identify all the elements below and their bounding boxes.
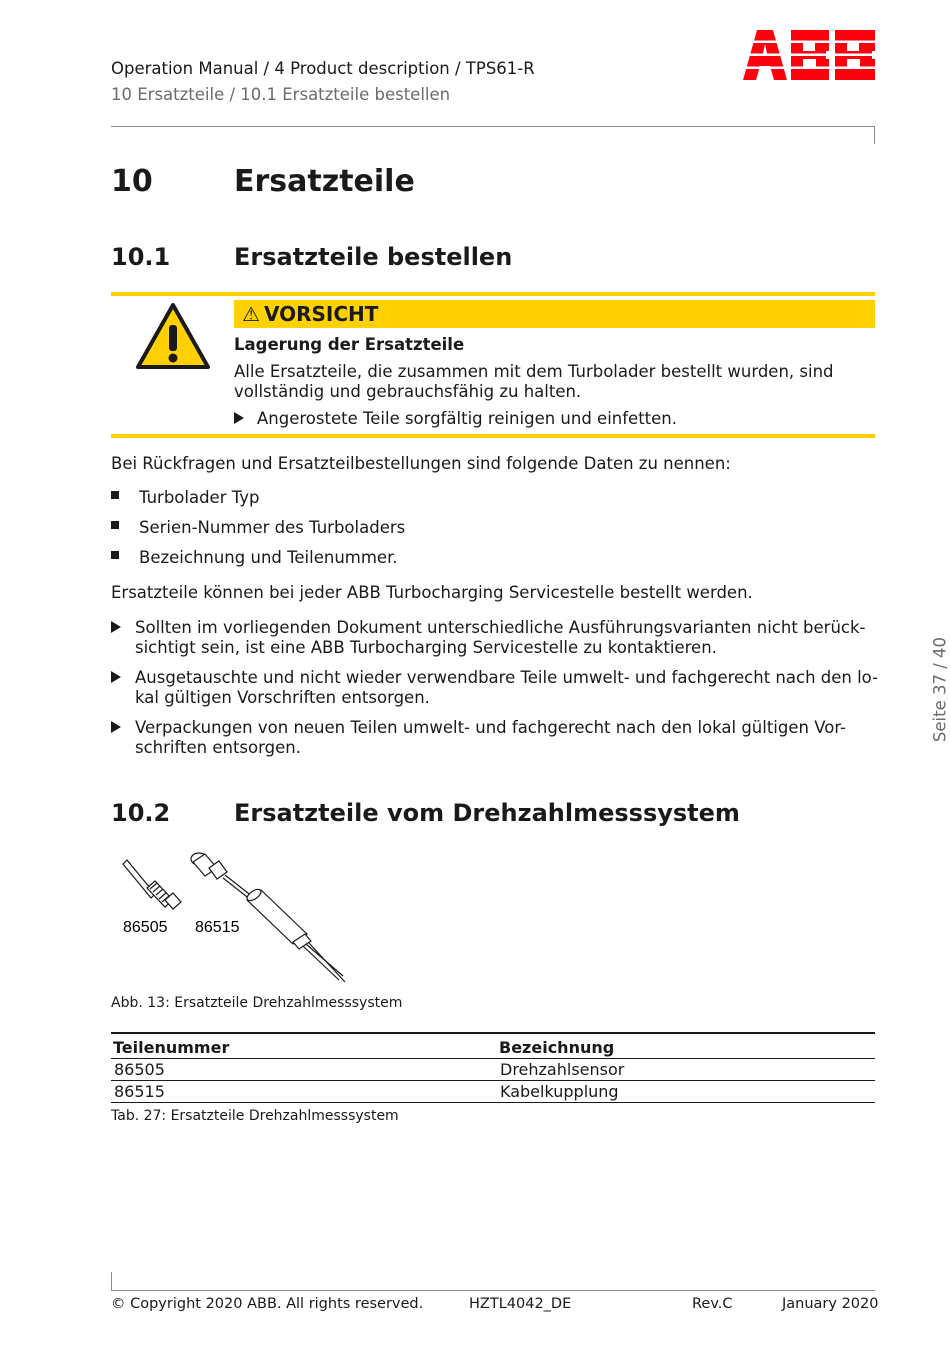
bullet-item: Turbolader Typ [139,488,260,507]
step-line: Verpackungen von neuen Teilen umwelt- und fachgerecht nach den lokal gültigen Vor- [135,718,847,737]
caution-heading: Lagerung der Ersatzteile [234,335,465,354]
footer-divider-tick [111,1272,112,1290]
step-line: Ausgetauschte und nicht wieder verwendbare Teile umwelt- und fachgerecht nach den lo- [135,668,879,687]
bullet-square-icon [111,521,119,529]
intro-paragraph: Bei Rückfragen und Ersatzteilbestellungen sind folgende Daten zu nennen: [111,454,731,473]
caution-top-bar [111,292,875,296]
bullet-item: Serien-Nummer des Turboladers [139,518,406,537]
subsection-number: 10.1 [111,243,171,271]
subsection-title: Ersatzteile bestellen [234,243,513,271]
warning-triangle-icon [136,303,210,369]
spare-parts-figure [111,848,351,988]
caution-bottom-bar [111,434,875,438]
subsection-title: Ersatzteile vom Drehzahlmesssystem [234,799,740,827]
header-divider-tick [874,126,875,144]
table-cell: Kabelkupplung [497,1081,875,1103]
footer-revision: Rev.C [692,1296,733,1312]
table-cell: 86515 [111,1081,497,1103]
figure-caption: Abb. 13: Ersatzteile Drehzahlmesssystem [111,995,403,1011]
table-caption: Tab. 27: Ersatzteile Drehzahlmesssystem [111,1108,399,1124]
table-row [111,1059,875,1081]
action-arrow-icon [111,721,121,733]
step-line: kal gültigen Vorschriften entsorgen. [135,688,430,707]
table-cell: 86505 [111,1059,497,1081]
page-indicator: Seite 37 / 40 [930,636,950,743]
action-arrow-icon [111,621,121,633]
speed-sensor-drawing [123,860,181,909]
step-line: sichtigt sein, ist eine ABB Turbocharging Servicestelle zu kontaktieren. [135,638,717,657]
footer-divider [111,1290,875,1291]
bullet-item: Bezeichnung und Teilenummer. [139,548,398,567]
footer-date: January 2020 [782,1296,879,1312]
table-row [111,1081,875,1103]
column-header: Bezeichnung [497,1033,875,1059]
figure-label: 86515 [195,919,240,936]
header-divider [111,126,875,127]
info-paragraph: Ersatzteile können bei jeder ABB Turbocharging Servicestelle bestellt werden. [111,583,753,602]
footer-document-id: HZTL4042_DE [469,1296,572,1312]
header-breadcrumb-sub: 10 Ersatzteile / 10.1 Ersatzteile bestellen [111,85,451,104]
step-line: schriften entsorgen. [135,738,301,757]
section-number: 10 [111,164,153,199]
caution-text-line1: Alle Ersatzteile, die zusammen mit dem Turbolader bestellt wurden, sind [234,362,834,381]
caution-action: Angerostete Teile sorgfältig reinigen und einfetten. [257,409,678,428]
header-breadcrumb-main: Operation Manual / 4 Product description / TPS61-R [111,59,535,78]
caution-small-triangle-icon: ⚠ [242,302,260,326]
column-header: Teilenummer [111,1033,497,1059]
parts-table [111,1032,875,1103]
step-line: Sollten im vorliegenden Dokument unterschiedliche Ausführungsvarianten nicht berück- [135,618,866,637]
bullet-square-icon [111,491,119,499]
subsection-number: 10.2 [111,799,171,827]
action-arrow-icon [234,412,244,424]
figure-label: 86505 [123,919,168,936]
bullet-square-icon [111,551,119,559]
footer-copyright: © Copyright 2020 ABB. All rights reserved. [111,1296,424,1312]
section-title: Ersatzteile [234,164,415,199]
caution-text-line2: vollständig und gebrauchsfähig zu halten. [234,382,582,401]
action-arrow-icon [111,671,121,683]
table-header-row [111,1033,875,1059]
cable-coupling-drawing [191,853,345,982]
caution-signal-word: VORSICHT [263,302,379,326]
table-cell: Drehzahlsensor [497,1059,875,1081]
abb-logo [743,30,875,80]
caution-signal-bar [234,300,875,328]
